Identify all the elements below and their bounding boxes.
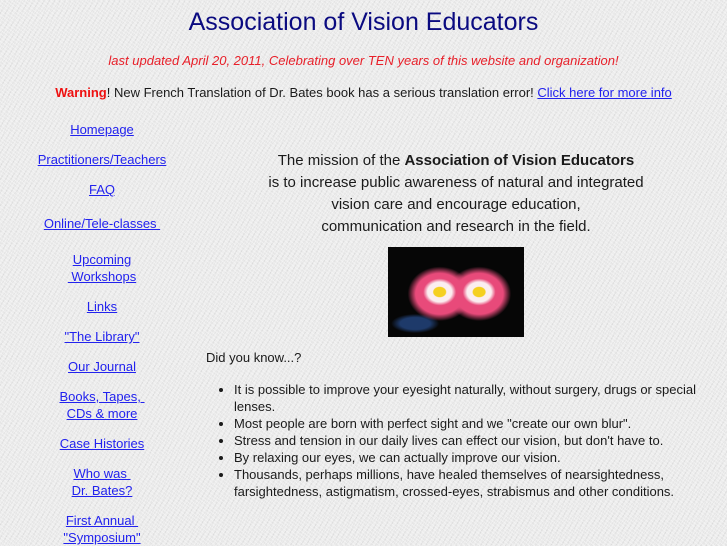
nav-links-link[interactable]: Links [86,299,118,314]
page-title: Association of Vision Educators [188,8,539,36]
mission-line-4: communication and research in the field. [321,218,591,235]
fact-item: • It is possible to improve your eyesight naturally, without surgery, drugs or special lenses. [234,381,724,415]
facts-list [216,381,724,500]
nav-books-link-line2[interactable]: CDs & more [66,406,138,421]
mission-line-2: is to increase public awareness of natural and integrated [268,174,644,191]
mission-statement [205,150,707,238]
nav-faq-link[interactable]: FAQ [88,182,115,197]
nav-faq[interactable] [0,181,204,198]
nav-online-classes-link[interactable]: Online/Tele-classes [43,216,161,231]
nav-books-link-line1[interactable]: Books, Tapes, [59,389,145,404]
nav-dr-bates[interactable] [0,465,204,499]
nav-case-histories[interactable] [0,435,204,452]
more-info-link[interactable]: Click here for more info [537,85,672,100]
nav-library-link[interactable]: "The Library" [64,329,140,344]
nav-symposium-link-line1[interactable]: First Annual [65,513,139,528]
flower-image [388,247,524,337]
nav-books[interactable] [0,388,204,422]
nav-practitioners[interactable] [0,151,204,168]
nav-online-classes[interactable] [0,215,204,232]
nav-journal[interactable] [0,358,204,375]
nav-links[interactable] [0,298,204,315]
fact-item: • Thousands, perhaps millions, have healed themselves of nearsightedness, farsightedness, astigmatism, crossed-eyes, strabismus and other conditions. [234,466,724,500]
nav-workshops[interactable] [0,251,204,285]
fact-item: • By relaxing our eyes, we can actually improve our vision. [234,449,724,466]
nav-journal-link[interactable]: Our Journal [68,359,136,374]
nav-practitioners-link[interactable]: Practitioners/Teachers [37,152,167,167]
nav-workshops-link-line1[interactable]: Upcoming [72,252,132,267]
fact-item: • Stress and tension in our daily lives can effect our vision, but don't have to. [234,432,724,449]
nav-dr-bates-link-line1[interactable]: Who was [73,466,131,481]
nav-workshops-link-line2[interactable]: Workshops [67,269,137,284]
mission-prefix: The mission of the [277,152,405,169]
nav-case-histories-link[interactable]: Case Histories [59,436,145,451]
warning-text: ! New French Translation of Dr. Bates book has a serious translation error! [106,85,538,100]
nav-library[interactable] [0,328,204,345]
nav-symposium-link-line2[interactable]: "Symposium" [63,530,141,545]
last-updated-notice: last updated April 20, 2011, Celebrating over TEN years of this website and organization! [108,53,619,68]
warning-banner [0,85,727,100]
nav-dr-bates-link-line2[interactable]: Dr. Bates? [71,483,133,498]
mission-line-3: vision care and encourage education, [331,196,581,213]
nav-homepage-link[interactable]: Homepage [70,122,134,137]
warning-label: Warning [55,85,107,100]
nav-symposium[interactable] [0,512,204,546]
mission-org-name: Association of Vision Educators [404,152,635,169]
fact-item: • Most people are born with perfect sight and we "create our own blur". [234,415,724,432]
nav-homepage[interactable] [0,121,204,138]
did-you-know-heading: Did you know...? [206,350,302,365]
